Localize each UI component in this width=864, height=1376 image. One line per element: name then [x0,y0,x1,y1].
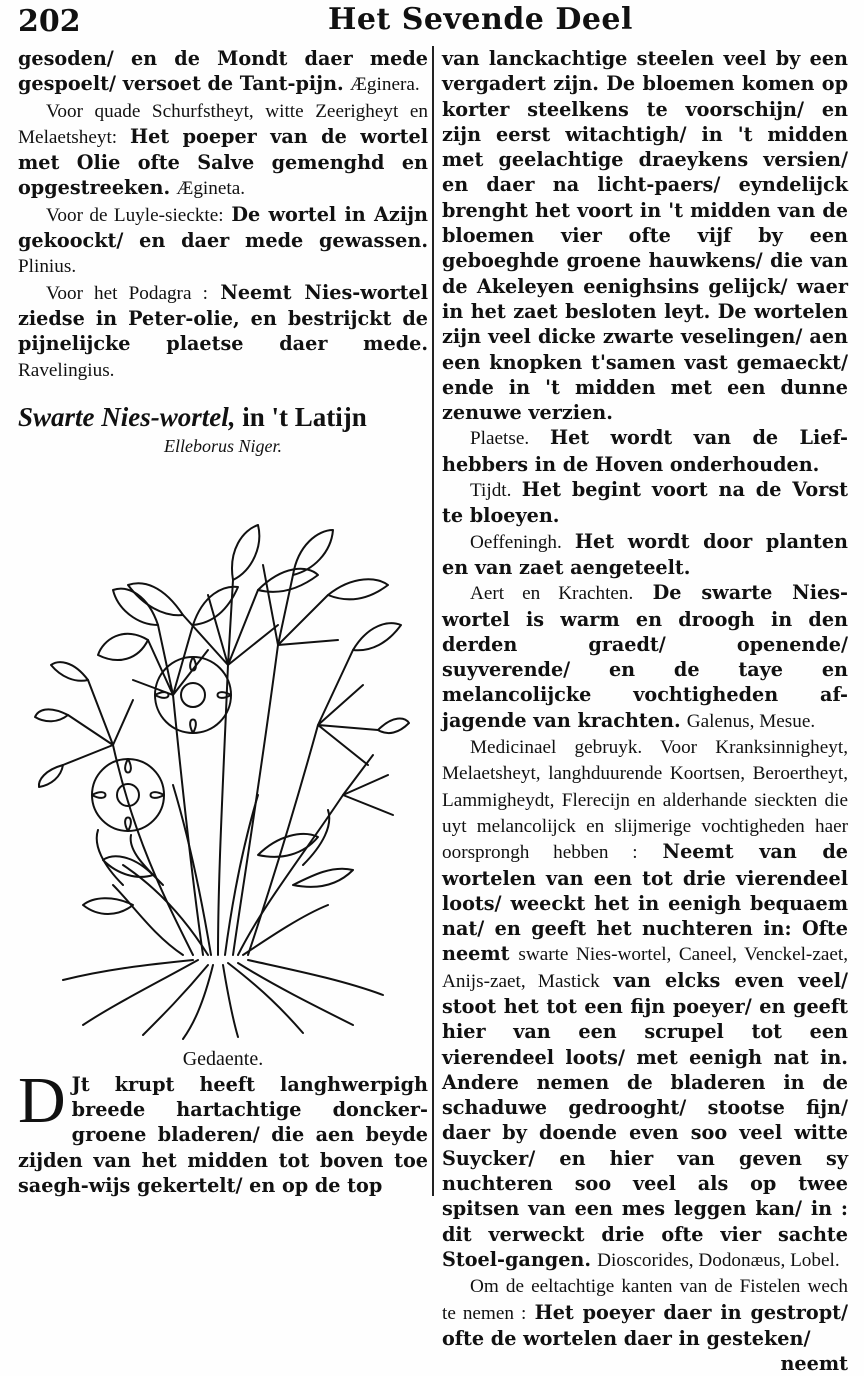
paragraph-1-text: gesoden/ en de Mondt daer mede gespoelt/ versoet de Tant-pijn. [18,47,428,96]
source-citation: Æginera. [349,74,420,96]
aert-lead: Aert en Krachten. [470,583,634,605]
catchword-line [442,1351,848,1376]
page-header [0,0,864,44]
paragraph-1 [18,46,428,98]
catchword: neemt [780,1352,848,1376]
column-divider [432,46,434,1196]
paragraph-4-text: Neemt Nies-wortel ziedse in Peter-olie, en bestrijckt de pijnelijcke plaetse daer mede. [18,280,428,356]
source-citation: Galenus, Mesue. [686,710,816,732]
medicinael-text-a: Neemt van de wortelen van een tot drie vierendeel loots/ weeckt het in eenigh bequaem nat/ en geeft het nuchteren in: Ofte neemt [442,840,848,966]
aert-text: De swarte Nies-wortel is warm en droogh in den derden graedt/ openende/ suyverende/ en de taye en melancolijcke vochtigheden af-jagende van krachten. [442,581,848,732]
paragraph-3 [18,202,428,280]
running-title: Het Sevende Deel [328,2,633,37]
description-continued-text: van lanckachtige steelen veel by een vergadert zijn. De bloemen komen op korter steelkens te voorschijn/ en zijn eerst witachtigh/ in 't midden met geelachtige draeykens versien/ en daer na licht-paers/ eyndelijck brenght het voort in 't midden van de bloemen vier ofte vijf by een geboeghde groene hauwkens/ die van de Akeleyen eenighsins gelijck/ waer in het zaet besloten leyt. De wortelen zijn veel dicke zwarte veselingen/ aen een knopken t'samen vast gemaeckt/ ende in 't midden met een dunne zenuwe verzien. [442,47,848,425]
section-heading-title: Swarte Nies-wortel, [18,401,236,432]
figure-caption: Gedaente. [182,1047,264,1070]
medicinael-paragraph [442,734,848,1273]
description-paragraph [18,1063,428,1198]
plant-illustration [18,465,428,1040]
plaetse-lead: Plaetse. [470,428,530,450]
plaetse-paragraph [442,425,848,477]
hellebore-plant-icon [33,465,413,1040]
drop-cap: D [18,1063,66,1137]
source-citation: Ravelingius. [18,359,115,381]
medicinael-ingredients: swarte Nies-wortel, Caneel, Venckel-zaet, Anijs-zaet, Mastick [442,944,848,992]
source-citation: Ægineta. [176,178,246,200]
left-column [18,46,428,1198]
source-citation: Dioscorides, Dodonæus, Lobel. [597,1249,840,1271]
paragraph-2-lead: Voor quade Schurfstheyt, witte Zeerigheyt en Melaetsheyt: [18,100,428,148]
description-text: Jt krupt heeft langhwerpigh breede hartachtige doncker-groene bladeren/ die aen beyde zijden van het midden tot boven toe saegh-wijs gekertelt/ en op de top [18,1072,428,1198]
medicinael-text-c: van elcks even veel/ stoot het tot een fijn poeyer/ en geeft hier van een scrupel tot een vierendeel loots/ met eenigh nat in. Andere nemen de bladeren in de schaduwe gedrooght/ stootse fijn/ daer by doende even soo veel witte Suycker/ en hier van geven sy nuchteren soo veel als op twee spitsen van een mes leggen kan/ in : dit verweckt drie ofte vier sachte Stoel-gangen. [442,968,848,1271]
paragraph-4-lead: Voor het Podagra : [46,282,208,304]
paragraph-3-lead: Voor de Luyle-sieckte: [46,204,224,226]
description-continued [442,46,848,425]
paragraph-3-text: De wortel in Azijn gekoockt/ en daer mede gewassen. [18,202,428,253]
section-heading [18,401,428,433]
fistel-paragraph [442,1273,848,1351]
oeffeningh-text: Het wordt door planten en van zaet aengeteelt. [442,529,848,579]
oeffeningh-paragraph [442,529,848,581]
source-citation: Plinius. [18,256,77,278]
page-number: 202 [18,4,81,39]
latin-name: Elleborus Niger. [163,435,282,456]
paragraph-2-text: Het poeper van de wortel met Olie ofte Salve gemenghd en opgestreeken. [18,124,428,200]
paragraph-2 [18,98,428,202]
tijdt-text: Het begint voort na de Vorst te bloeyen. [442,478,848,528]
medicinael-lead: Medicinael gebruyk. Voor Kranksinnigheyt, Melaetsheyt, langhduurende Koortsen, Beroertheyt, Lammigheydt, Flerecijn en alderhande sieckten die uyt melancolijck en slijmerige vochtigheden haer oorsprongh hebben : [442,737,848,864]
fistel-text: Het poeyer daer in gestropt/ ofte de wortelen daer in gesteken/ [442,1300,848,1350]
section-heading-rest: in 't Latijn [235,401,367,432]
oeffeningh-lead: Oeffeningh. [470,531,562,553]
plaetse-text: Het wordt van de Lief-hebbers in de Hoven onderhouden. [442,426,848,476]
aert-paragraph [442,580,848,734]
tijdt-lead: Tijdt. [470,480,512,502]
right-column [442,46,848,1376]
fistel-lead: Om de eeltachtige kanten van de Fistelen wech te nemen : [442,1276,848,1324]
tijdt-paragraph [442,477,848,529]
paragraph-4 [18,280,428,383]
